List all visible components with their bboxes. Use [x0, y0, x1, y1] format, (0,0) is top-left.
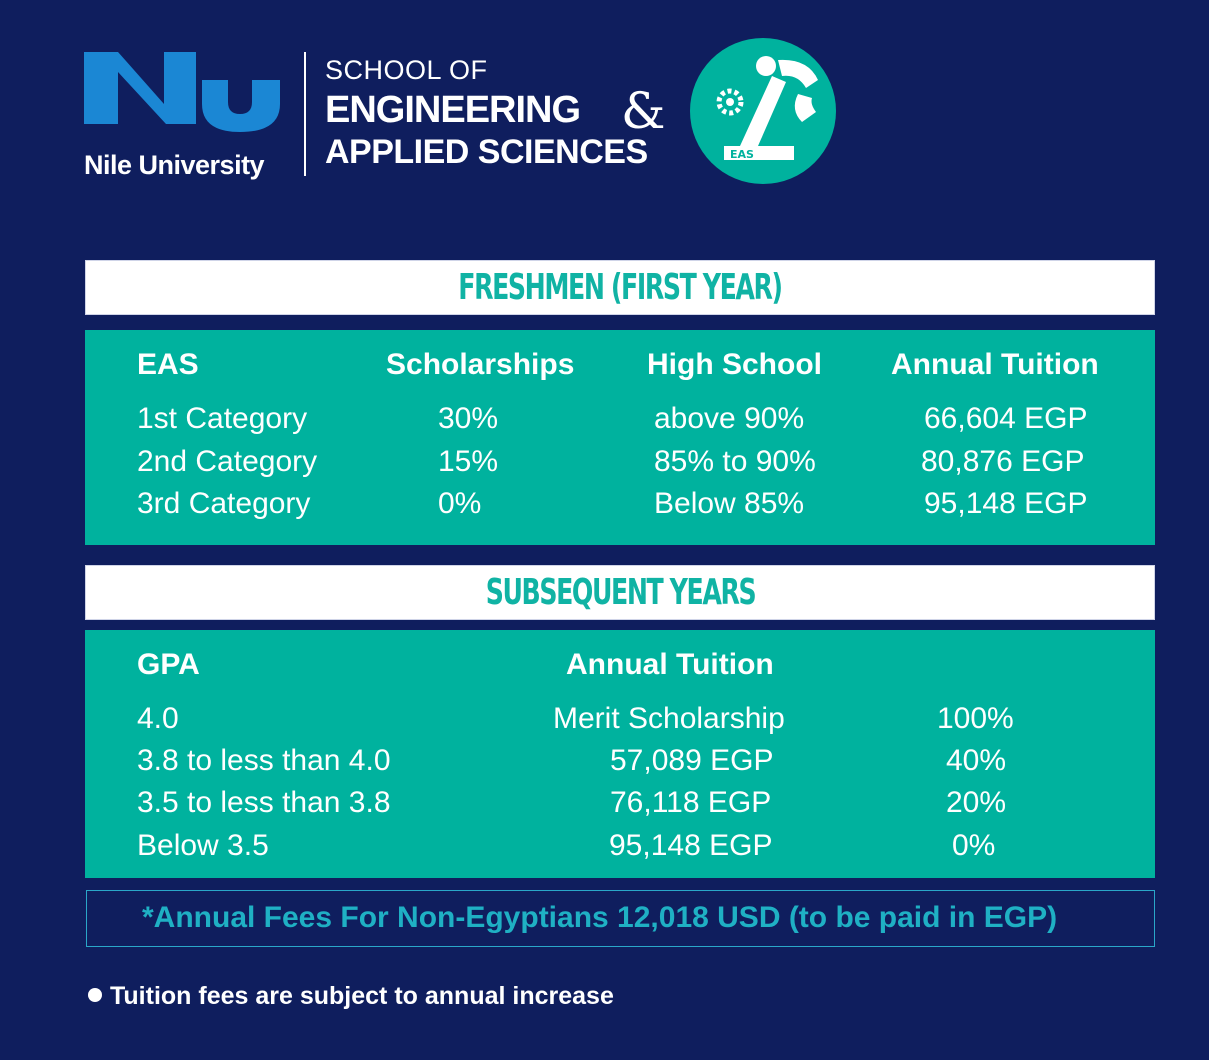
subsequent-row1-discount: 100% [937, 702, 1014, 735]
subsequent-title: SUBSEQUENT YEARS [485, 572, 755, 613]
freshmen-header-scholarships: Scholarships [386, 348, 575, 381]
freshmen-row1-tuition: 66,604 EGP [924, 402, 1088, 435]
freshmen-banner [85, 260, 1155, 315]
freshmen-row2-high-school: 85% to 90% [654, 445, 816, 478]
subsequent-row1-gpa: 4.0 [137, 702, 179, 735]
footnote [88, 982, 614, 1011]
freshmen-row3-scholarship: 0% [438, 487, 482, 520]
freshmen-row1-category: 1st Category [137, 402, 308, 435]
subsequent-row3-discount: 20% [946, 786, 1007, 819]
freshmen-table [85, 330, 1155, 545]
subsequent-row1-tuition: Merit Scholarship [553, 702, 785, 735]
school-title-line1: SCHOOL OF [325, 55, 488, 85]
subsequent-row4-discount: 0% [952, 829, 996, 862]
school-title-line2: ENGINEERING [325, 89, 581, 131]
freshmen-row3-high-school: Below 85% [654, 487, 805, 520]
subsequent-header-gpa: GPA [137, 648, 200, 681]
header [0, 0, 1209, 230]
university-name: Nile University [84, 150, 265, 180]
freshmen-row3-tuition: 95,148 EGP [924, 487, 1088, 520]
subsequent-row4-gpa: Below 3.5 [137, 829, 269, 862]
header-divider [304, 52, 306, 176]
freshmen-row2-scholarship: 15% [438, 445, 499, 478]
freshmen-row1-scholarship: 30% [438, 402, 499, 435]
freshmen-header-eas: EAS [137, 348, 199, 381]
eas-badge-text: EAS [730, 148, 754, 161]
freshmen-title: FRESHMEN (FIRST YEAR) [458, 267, 782, 308]
freshmen-row2-category: 2nd Category [137, 445, 318, 478]
non-egyptian-fees-text: *Annual Fees For Non-Egyptians 12,018 USD (to be paid in EGP) [142, 901, 1058, 934]
subsequent-row3-tuition: 76,118 EGP [610, 786, 772, 819]
subsequent-row3-gpa: 3.5 to less than 3.8 [137, 786, 391, 819]
subsequent-row2-gpa: 3.8 to less than 4.0 [137, 744, 391, 777]
school-title-line3: APPLIED SCIENCES [325, 133, 648, 171]
subsequent-row4-tuition: 95,148 EGP [609, 829, 773, 862]
subsequent-row2-tuition: 57,089 EGP [610, 744, 774, 777]
non-egyptian-fees-note [86, 890, 1155, 947]
eas-robot-arm-badge [690, 38, 836, 184]
freshmen-row2-tuition: 80,876 EGP [921, 445, 1085, 478]
freshmen-row1-high-school: above 90% [654, 402, 805, 435]
bullet-icon [88, 988, 102, 1002]
freshmen-header-high-school: High School [647, 348, 822, 381]
footnote-text: Tuition fees are subject to annual increase [110, 982, 614, 1010]
school-title-ampersand: & [621, 82, 666, 140]
freshmen-row3-category: 3rd Category [137, 487, 311, 520]
subsequent-header-annual-tuition: Annual Tuition [566, 648, 774, 681]
subsequent-table [85, 630, 1155, 878]
subsequent-banner [85, 565, 1155, 620]
subsequent-row2-discount: 40% [946, 744, 1007, 777]
freshmen-header-annual-tuition: Annual Tuition [891, 348, 1099, 381]
